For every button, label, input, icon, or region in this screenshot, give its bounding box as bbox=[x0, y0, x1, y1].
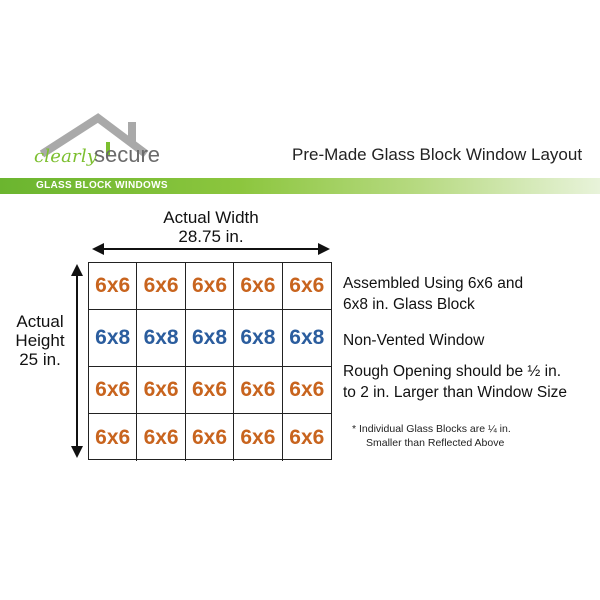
vented-info: Non-Vented Window bbox=[343, 332, 485, 349]
brand-logo bbox=[28, 112, 178, 182]
note-line-2: Smaller than Reflected Above bbox=[366, 437, 505, 449]
assembled-line-1: Assembled Using 6x6 and bbox=[343, 275, 524, 292]
rough-opening-info bbox=[343, 361, 567, 403]
width-value: 28.75 in. bbox=[178, 227, 244, 246]
glass-block-cell: 6x8 bbox=[234, 310, 282, 367]
glass-block-cell: 6x8 bbox=[89, 310, 137, 367]
assembled-line-2: 6x8 in. Glass Block bbox=[343, 296, 475, 313]
rough-line-1: Rough Opening should be ½ in. bbox=[343, 363, 562, 380]
glass-block-cell: 6x8 bbox=[283, 310, 331, 367]
height-arrow bbox=[70, 264, 84, 458]
width-arrow bbox=[92, 242, 330, 256]
glass-block-cell: 6x6 bbox=[186, 367, 234, 414]
rough-line-2: to 2 in. Larger than Window Size bbox=[343, 384, 568, 401]
width-label bbox=[146, 208, 276, 246]
width-label-text: Actual Width bbox=[163, 208, 259, 227]
height-value: 25 in. bbox=[19, 350, 61, 369]
glass-block-cell: 6x6 bbox=[234, 414, 282, 461]
glass-block-cell: 6x6 bbox=[137, 367, 185, 414]
glass-block-cell: 6x6 bbox=[283, 367, 331, 414]
glass-block-cell: 6x6 bbox=[137, 414, 185, 461]
glass-block-cell: 6x6 bbox=[89, 414, 137, 461]
glass-block-cell: 6x6 bbox=[89, 367, 137, 414]
glass-block-cell: 6x6 bbox=[234, 367, 282, 414]
assembled-info bbox=[343, 273, 523, 315]
brand-tagline: GLASS BLOCK WINDOWS bbox=[36, 180, 168, 191]
glass-block-cell: 6x6 bbox=[289, 425, 325, 449]
brand-bar bbox=[0, 178, 600, 194]
height-label bbox=[6, 312, 74, 369]
glass-block-cell: 6x8 bbox=[186, 310, 234, 367]
height-label-line-2: Height bbox=[15, 331, 65, 350]
glass-block-cell: 6x8 bbox=[137, 310, 185, 367]
glass-block-cell: 6x6 bbox=[89, 263, 137, 310]
glass-block-cell: 6x6 bbox=[283, 263, 331, 310]
note-line-1: * Individual Glass Blocks are ¼ in. bbox=[352, 423, 511, 435]
logo-word-clearly: clearly bbox=[34, 146, 98, 167]
glass-block-cell: 6x6 bbox=[186, 414, 234, 461]
height-label-line-1: Actual bbox=[16, 312, 64, 331]
glass-block-cell: 6x6 bbox=[186, 263, 234, 310]
glass-block-cell: 6x6 bbox=[234, 263, 282, 310]
glass-block-grid bbox=[88, 262, 332, 460]
footnote bbox=[352, 422, 511, 450]
glass-block-cell: 6x6 bbox=[137, 263, 185, 310]
page-title: Pre-Made Glass Block Window Layout bbox=[292, 145, 583, 164]
logo-word-secure: secure bbox=[94, 142, 161, 167]
